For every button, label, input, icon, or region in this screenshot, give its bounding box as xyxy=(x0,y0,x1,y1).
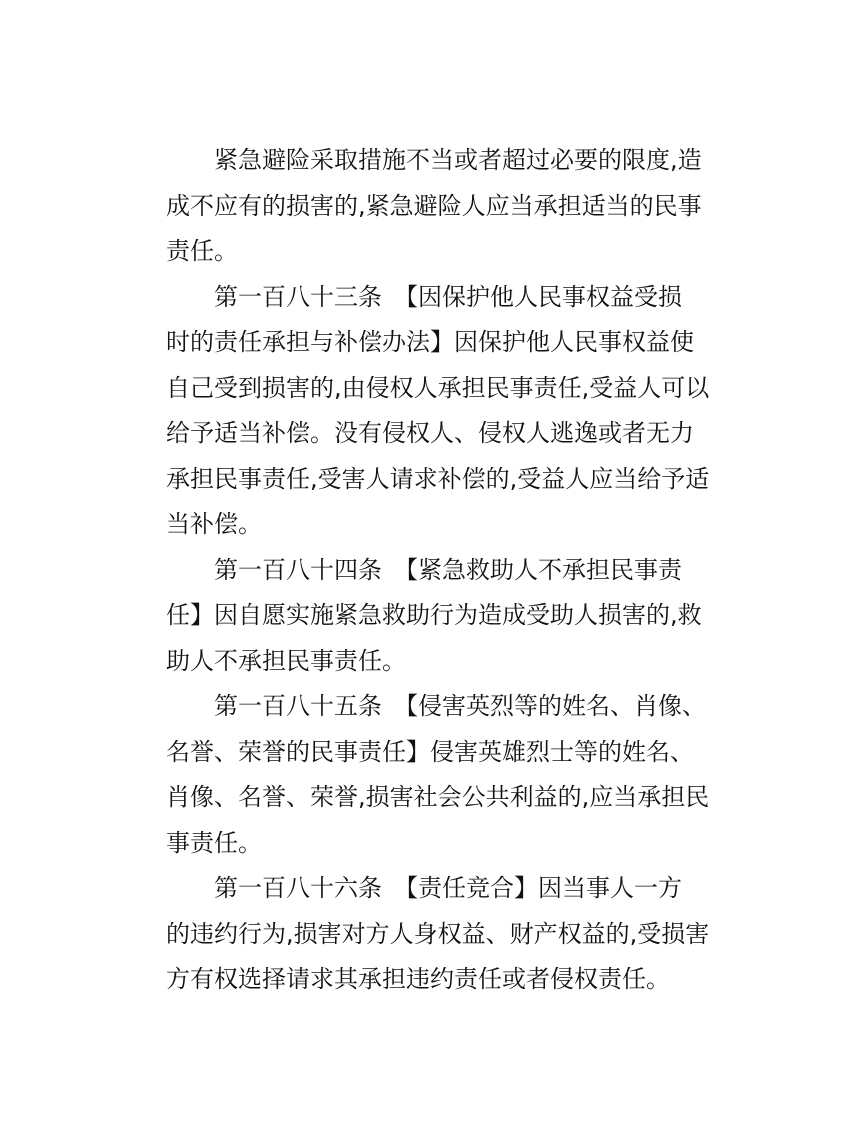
paragraph-line: 成不应有的损害的,紧急避险人应当承担适当的民事 xyxy=(166,191,702,220)
document-body xyxy=(166,138,710,1003)
paragraph-line: 自己受到损害的,由侵权人承担民事责任,受益人可以 xyxy=(166,373,710,402)
paragraph-line: 助人不承担民事责任。 xyxy=(166,646,406,675)
paragraph-line: 事责任。 xyxy=(166,828,262,857)
paragraph-line: 任】因自愿实施紧急救助行为造成受助人损害的,救 xyxy=(166,601,702,629)
paragraph-line: 时的责任承担与补偿办法】因保护他人民事权益使 xyxy=(166,328,694,356)
article-185-heading-line: 第一百八十五条 【侵害英烈等的姓名、肖像、 xyxy=(214,692,706,720)
article-186-heading-line: 第一百八十六条 【责任竞合】因当事人一方 xyxy=(214,874,682,902)
paragraph-line: 承担民事责任,受害人请求补偿的,受益人应当给予适 xyxy=(166,464,710,493)
article-184-heading-line: 第一百八十四条 【紧急救助人不承担民事责 xyxy=(214,555,682,584)
paragraph-line: 方有权选择请求其承担违约责任或者侵权责任。 xyxy=(166,965,670,993)
paragraph-line: 肖像、名誉、荣誉,损害社会公共利益的,应当承担民 xyxy=(166,783,710,811)
paragraph-line: 给予适当补偿。没有侵权人、侵权人逃逸或者无力 xyxy=(166,419,694,447)
paragraph-line: 当补偿。 xyxy=(166,510,262,538)
paragraph-line: 名誉、荣誉的民事责任】侵害英雄烈士等的姓名、 xyxy=(166,737,694,766)
paragraph-line: 紧急避险采取措施不当或者超过必要的限度,造 xyxy=(214,146,702,174)
paragraph-line: 的违约行为,损害对方人身权益、财产权益的,受损害 xyxy=(166,919,710,948)
paragraph-line: 责任。 xyxy=(166,237,238,265)
article-183-heading-line: 第一百八十三条 【因保护他人民事权益受损 xyxy=(214,282,682,311)
